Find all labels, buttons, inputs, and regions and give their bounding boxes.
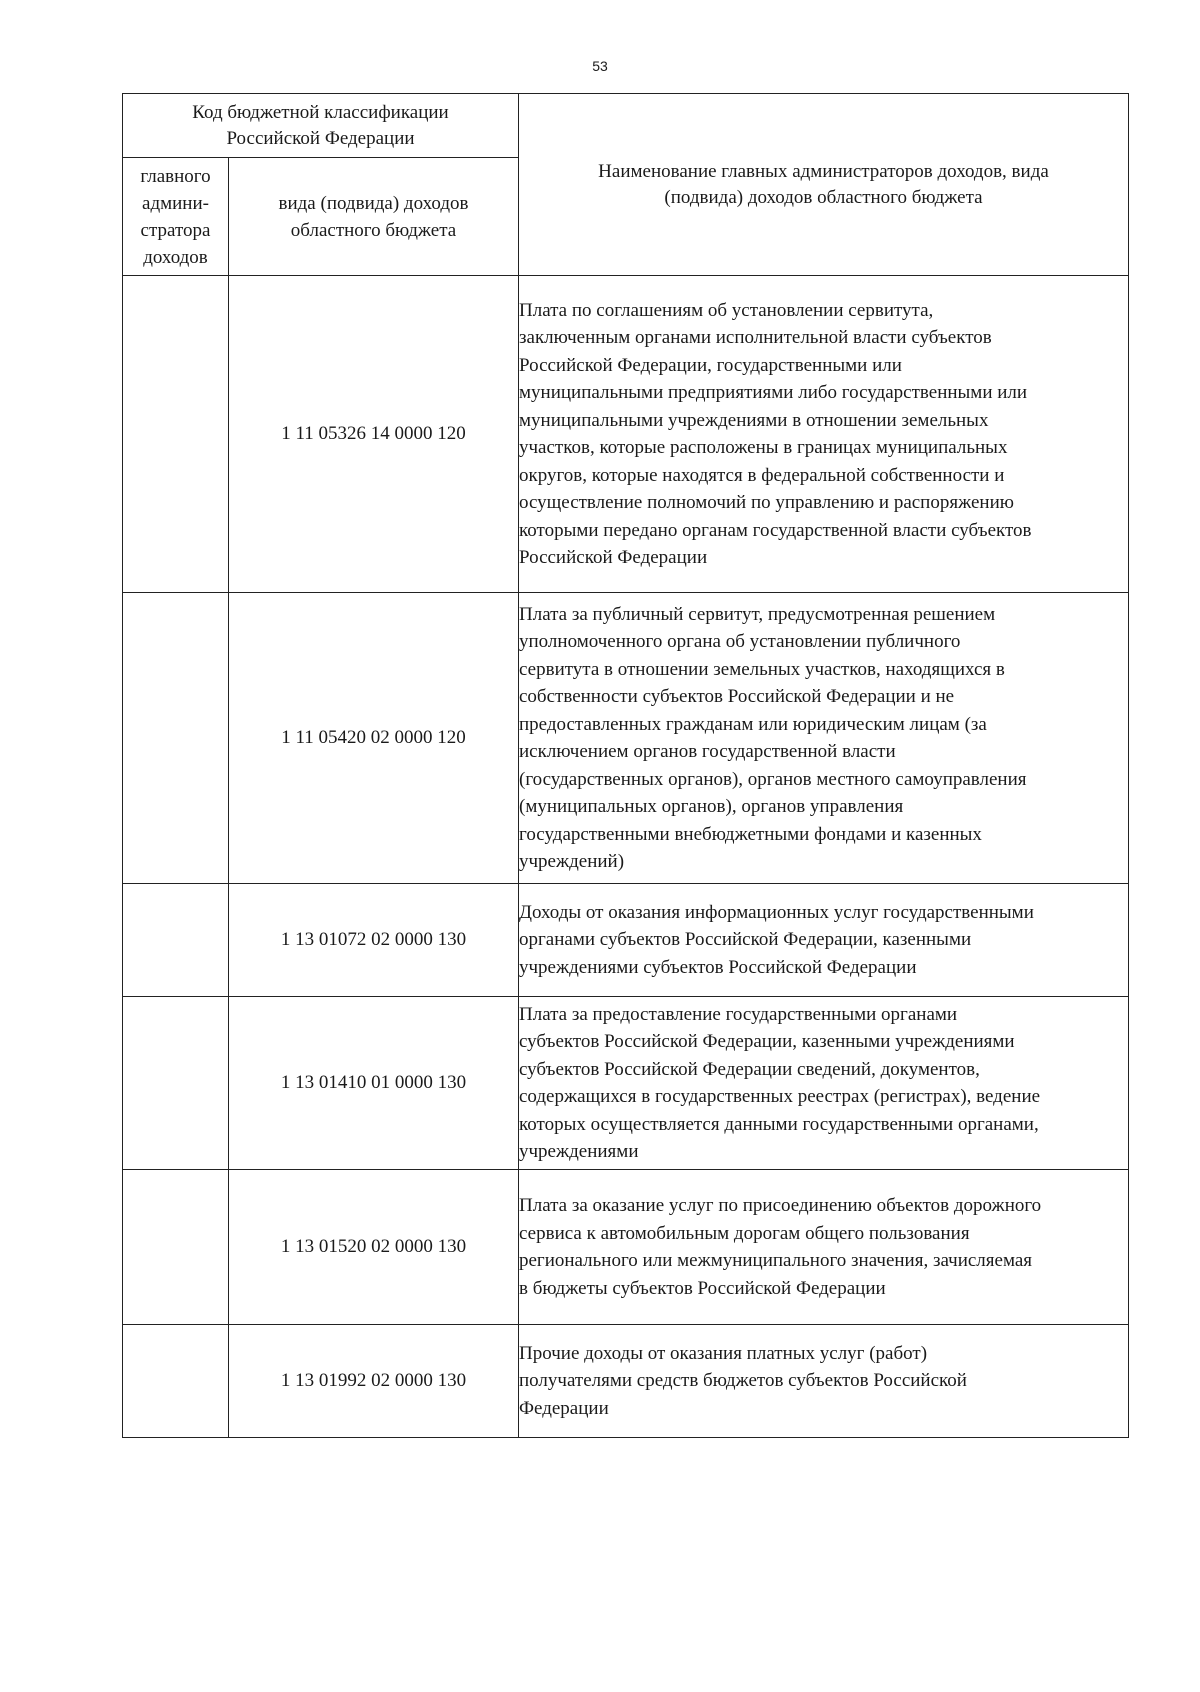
table-row (123, 1325, 1129, 1438)
table-row (123, 997, 1129, 1170)
header-admin-column (123, 158, 229, 276)
header-name-column (519, 94, 1129, 276)
income-name-cell: Доходы от оказания информационных услуг государственными органами субъектов Российской Федерации, казенными учреждениями субъектов Российской Федерации (519, 884, 1129, 997)
table-row (123, 884, 1129, 997)
income-code-cell: 1 13 01992 02 0000 130 (229, 1325, 519, 1438)
admin-code-cell (123, 1325, 229, 1438)
income-code-cell: 1 11 05420 02 0000 120 (229, 593, 519, 884)
income-name-cell: Плата за предоставление государственными органами субъектов Российской Федерации, казенными учреждениями субъектов Российской Федерации сведений, документов, содержащихся в государственных реестрах (регистрах), ведение которых осуществляется данными государственными органами, учреждениями (519, 997, 1129, 1170)
table-row (123, 1170, 1129, 1325)
table-row (123, 276, 1129, 593)
table-row (123, 593, 1129, 884)
header-admin-column-label: главного админи- стратора доходов (140, 165, 211, 268)
page-number: 53 (592, 58, 608, 74)
table-header-row-1 (123, 94, 1129, 158)
revenue-classification-table (122, 93, 1129, 1438)
admin-code-cell (123, 593, 229, 884)
admin-code-cell (123, 884, 229, 997)
income-code-cell: 1 13 01410 01 0000 130 (229, 997, 519, 1170)
income-code-cell: 1 13 01520 02 0000 130 (229, 1170, 519, 1325)
income-name-cell: Прочие доходы от оказания платных услуг (работ) получателями средств бюджетов субъектов Российской Федерации (519, 1325, 1129, 1438)
admin-code-cell (123, 1170, 229, 1325)
header-name-column-label: Наименование главных администраторов доходов, вида (подвида) доходов областного бюджета (598, 160, 1049, 208)
admin-code-cell (123, 276, 229, 593)
income-code-cell: 1 11 05326 14 0000 120 (229, 276, 519, 593)
header-kind-column-label: вида (подвида) доходов областного бюджета (278, 192, 469, 241)
income-name-cell: Плата по соглашениям об установлении сервитута, заключенным органами исполнительной власти субъектов Российской Федерации, государственными или муниципальными предприятиями либо государственными или муниципальными учреждениями в отношении земельных участков, которые расположены в границах муниципальных округов, которые находятся в федеральной собственности и осуществление полномочий по управлению и распоряжению которыми передано органам государственной власти субъектов Российской Федерации (519, 276, 1129, 593)
header-budget-code-group-label: Код бюджетной классификации Российской Федерации (192, 101, 449, 149)
header-kind-column (229, 158, 519, 276)
admin-code-cell (123, 997, 229, 1170)
income-name-cell: Плата за публичный сервитут, предусмотренная решением уполномоченного органа об установлении публичного сервитута в отношении земельных участков, находящихся в собственности субъектов Российской Федерации и не предоставленных гражданам или юридическим лицам (за исключением органов государственной власти (государственных органов), органов местного самоуправления (муниципальных органов), органов управления государственными внебюджетными фондами и казенных учреждений) (519, 593, 1129, 884)
income-name-cell: Плата за оказание услуг по присоединению объектов дорожного сервиса к автомобильным дорогам общего пользования регионального или межмуниципального значения, зачисляемая в бюджеты субъектов Российской Федерации (519, 1170, 1129, 1325)
income-code-cell: 1 13 01072 02 0000 130 (229, 884, 519, 997)
header-budget-code-group (123, 94, 519, 158)
